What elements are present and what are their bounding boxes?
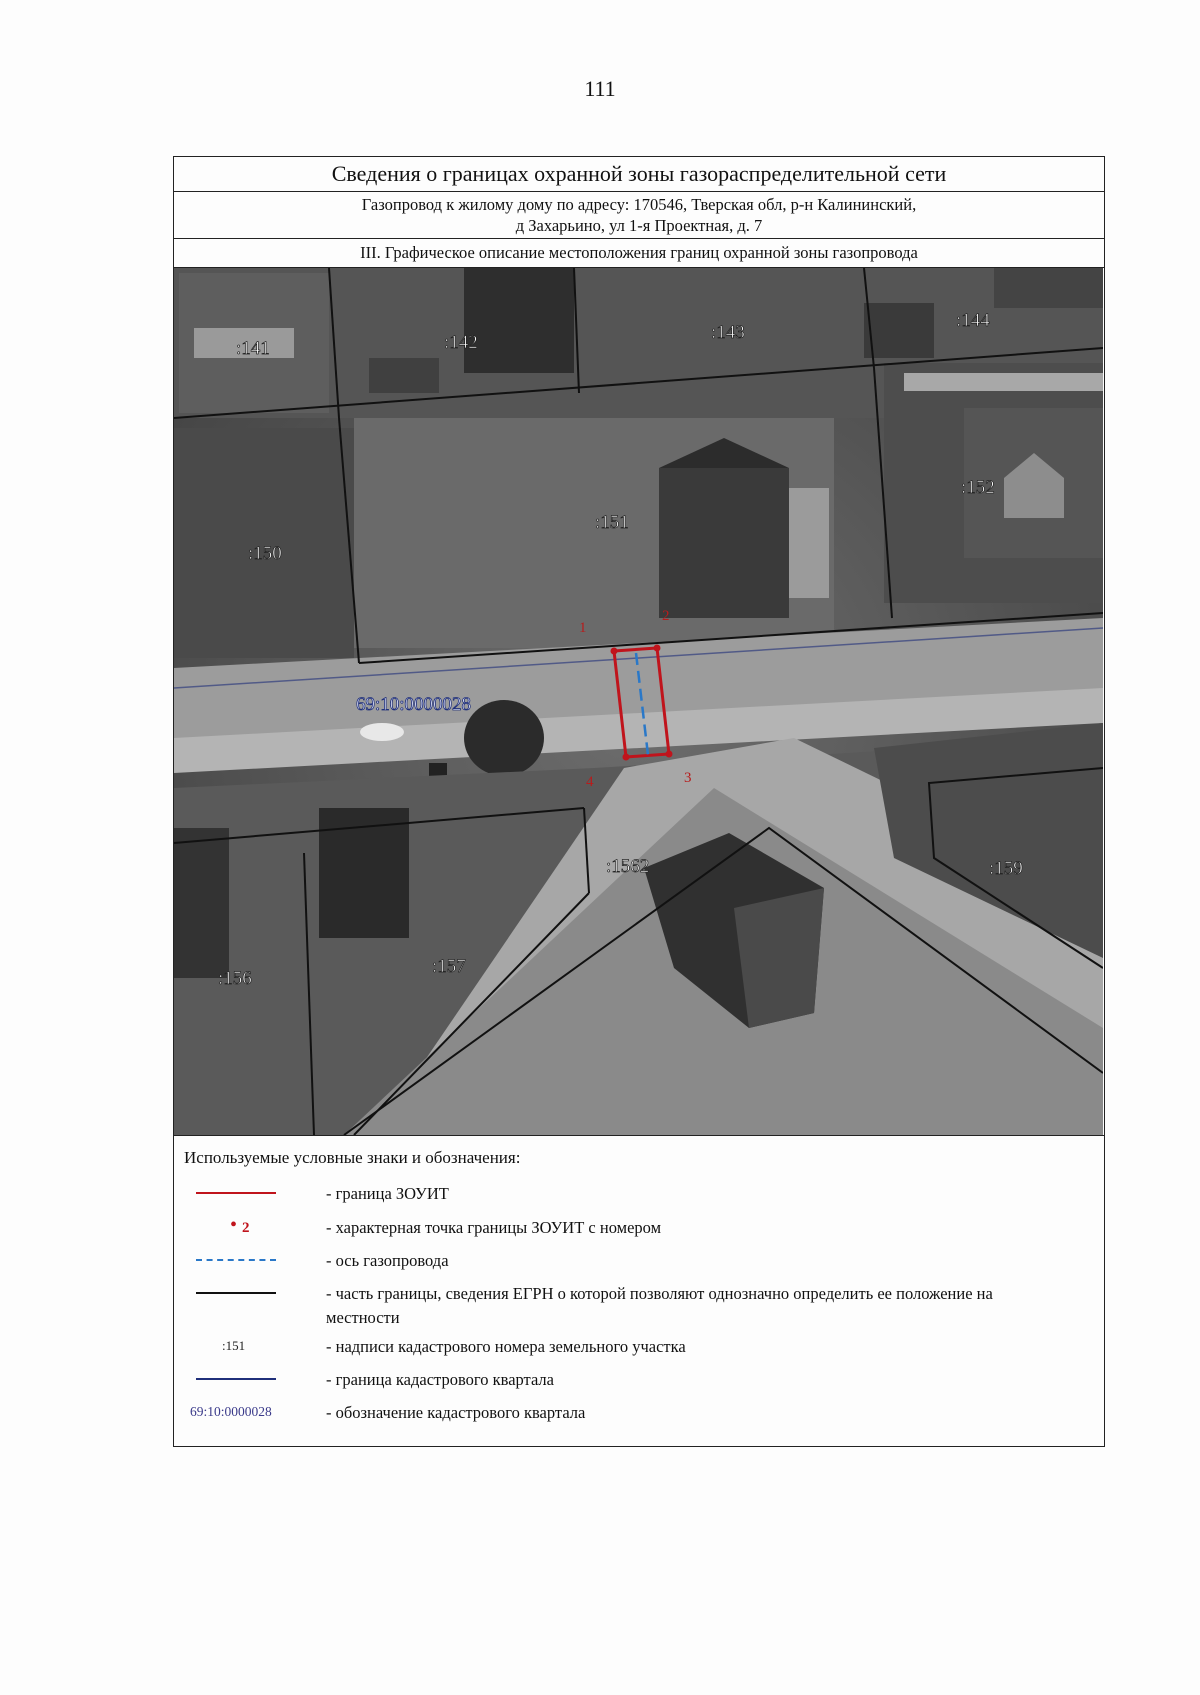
- parcel-label-150: :150: [248, 543, 282, 564]
- parcel-label-157: :157: [432, 956, 466, 977]
- section-heading: III. Графическое описание местоположения границ охранной зоны газопровода: [174, 239, 1104, 268]
- document-title: Сведения о границах охранной зоны газораспределительной сети: [174, 157, 1104, 192]
- point-label-3: 3: [684, 770, 692, 786]
- building: [174, 828, 229, 978]
- quarter-label: 69:10:0000028: [356, 694, 472, 715]
- parcel-label-143: :143: [711, 322, 745, 343]
- parcel-label-141: :141: [236, 338, 270, 359]
- building: [464, 268, 574, 373]
- tree: [464, 700, 544, 776]
- parcel-label-151: :151: [595, 512, 629, 533]
- car: [360, 723, 404, 741]
- building: [994, 268, 1103, 308]
- red-point-symbol: • 2: [230, 1214, 250, 1236]
- quarter-label-symbol: 69:10:0000028: [190, 1404, 272, 1419]
- legend-text: - обозначение кадастрового квартала: [326, 1403, 586, 1422]
- parcel-label-1562: :1562: [606, 856, 650, 877]
- legend-text: - ось газопровода: [326, 1251, 449, 1270]
- point-label-1: 1: [579, 620, 587, 636]
- subtitle-line-2: д Захарьино, ул 1-я Проектная, д. 7: [515, 216, 763, 235]
- building: [369, 358, 439, 393]
- parcel-label-symbol: :151: [222, 1338, 246, 1353]
- blue-dashed-line-symbol: [186, 1249, 296, 1271]
- parcel-label-152: :152: [961, 477, 995, 498]
- map-canvas: [174, 268, 1103, 1135]
- legend-text: - граница кадастрового квартала: [326, 1370, 554, 1389]
- point-label-4: 4: [586, 774, 594, 790]
- parcel-label-159: :159: [989, 858, 1023, 879]
- legend-title: Используемые условные знаки и обозначения:: [184, 1148, 521, 1167]
- black-line-symbol: [186, 1282, 296, 1304]
- parcel-label-156: :156: [218, 968, 252, 989]
- parcel-label-144: :144: [956, 310, 990, 331]
- parcel-label-142: :142: [444, 332, 478, 353]
- legend-text: - граница ЗОУИТ: [326, 1184, 449, 1203]
- building: [864, 303, 934, 358]
- point-label-2: 2: [662, 608, 670, 624]
- aerial-map: [174, 268, 1104, 1136]
- page-number: 111: [584, 76, 616, 101]
- red-line-symbol: [186, 1182, 296, 1204]
- document-subtitle: [174, 192, 1104, 239]
- house-roof: [659, 468, 789, 618]
- legend-text: - характерная точка границы ЗОУИТ с номером: [326, 1218, 662, 1237]
- document-frame: [173, 156, 1105, 1447]
- legend-text: - часть границы, сведения ЕГРН о которой позволяют однозначно определить ее положение на местности: [326, 1284, 993, 1327]
- subtitle-line-1: Газопровод к жилому дому по адресу: 170546, Тверская обл, р-н Калининский,: [361, 195, 917, 214]
- dark-blue-line-symbol: [186, 1368, 296, 1390]
- legend-text: - надписи кадастрового номера земельного участка: [326, 1337, 686, 1356]
